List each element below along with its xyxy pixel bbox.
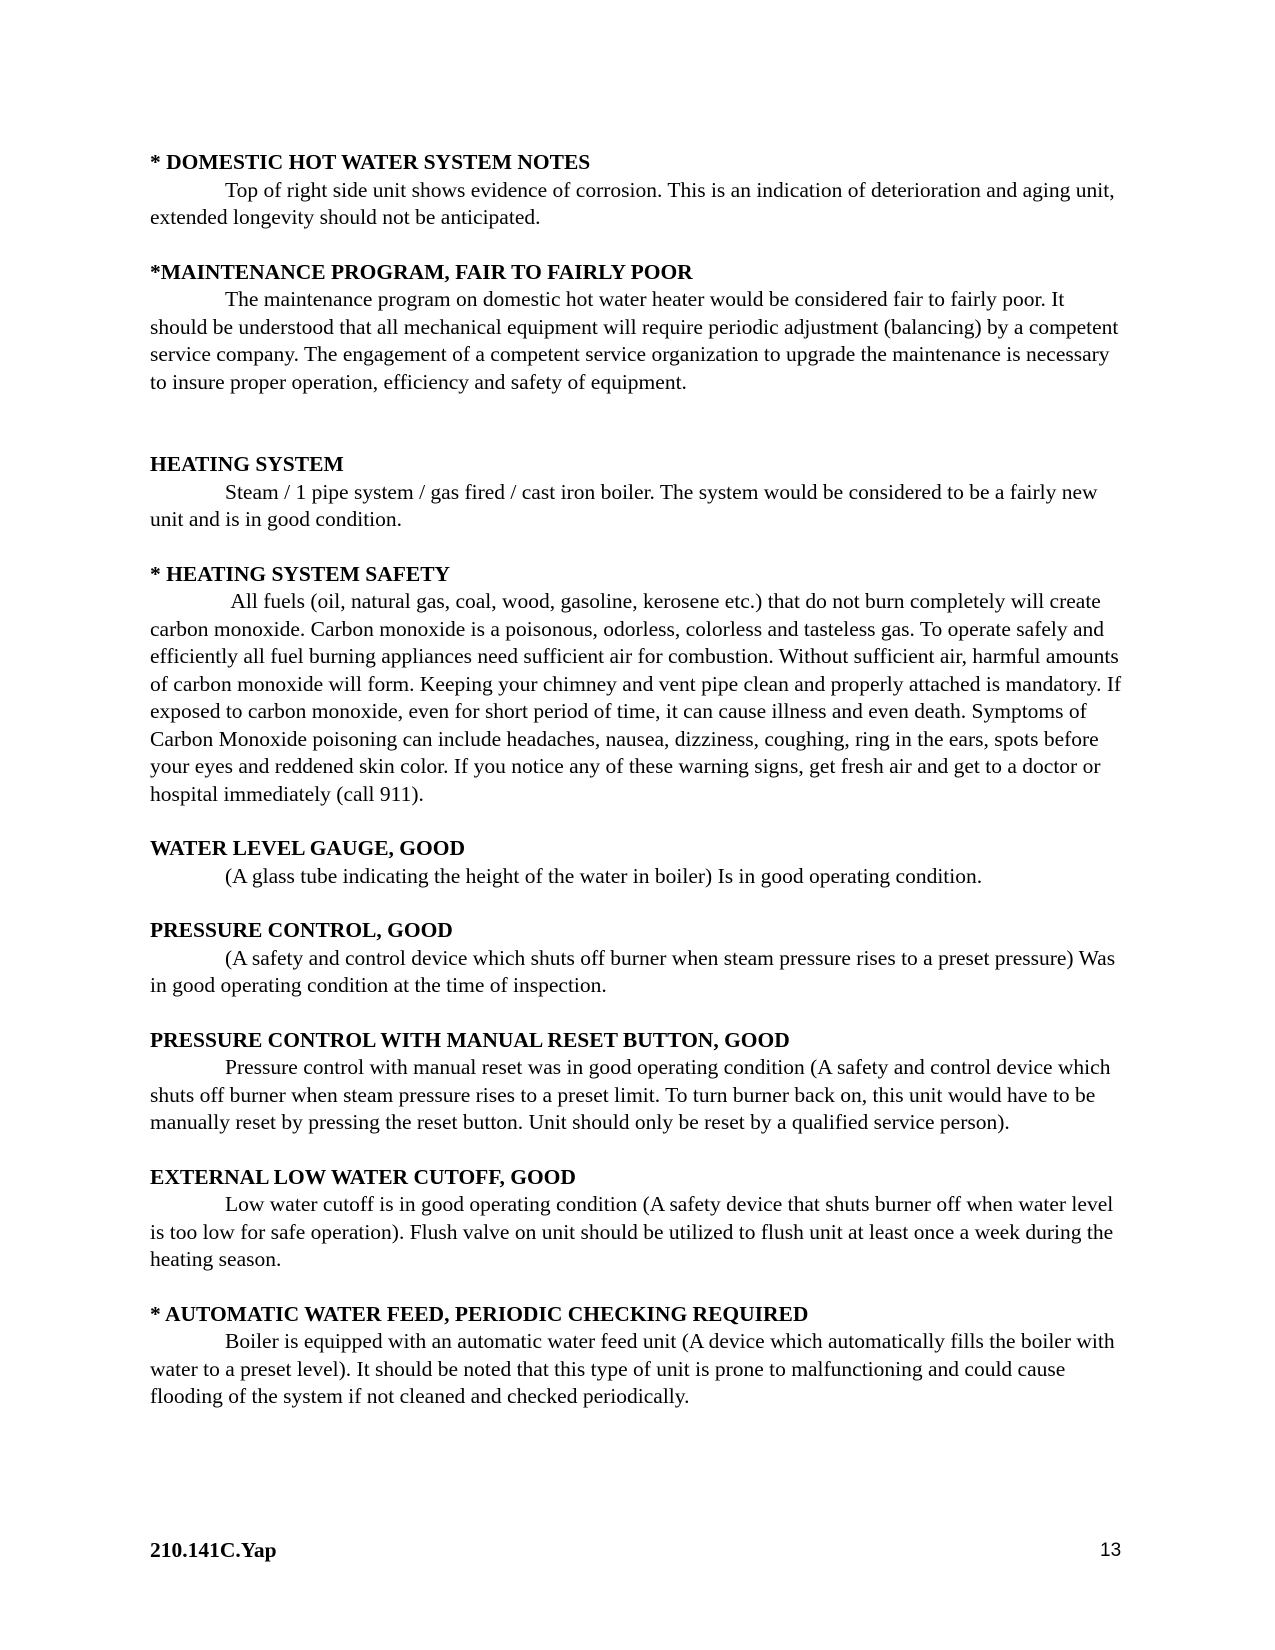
section-body: Boiler is equipped with an automatic water feed unit (A device which automatically fills the boiler with water to a preset level). It should be noted that this type of unit is prone to malfunctioning and could cause flooding of the system if not cleaned and checked periodically. [150,1329,1115,1408]
section-pressure-control-manual-reset [150,1027,1125,1137]
section-heading: PRESSURE CONTROL WITH MANUAL RESET BUTTON, GOOD [150,1027,790,1052]
section-heading: HEATING SYSTEM [150,452,344,476]
section-body: (A glass tube indicating the height of the water in boiler) Is in good operating condition. [225,863,983,888]
section-external-low-water-cutoff [150,1164,1125,1274]
section-water-level-gauge [150,835,1125,890]
section-heading: * HEATING SYSTEM SAFETY [150,561,451,586]
report-content [150,149,1125,1438]
section-heating-system-safety [150,561,1125,809]
section-domestic-hot-water-notes [150,149,1125,232]
section-heading: WATER LEVEL GAUGE, GOOD [150,836,465,860]
section-heading: * AUTOMATIC WATER FEED, PERIODIC CHECKING REQUIRED [150,1301,809,1326]
section-heading: * DOMESTIC HOT WATER SYSTEM NOTES [150,150,591,174]
section-body: Low water cutoff is in good operating condition (A safety device that shuts burner off when water level is too low for safe operation). Flush valve on unit should be utilized to flush unit at least once a week during the heating season. [150,1192,1114,1271]
section-heating-system [150,451,1125,534]
section-body: Steam / 1 pipe system / gas fired / cast iron boiler. The system would be considered to be a fairly new unit and is in good condition. [150,479,1098,531]
section-body: The maintenance program on domestic hot water heater would be considered fair to fairly poor. It should be understood that all mechanical equipment will require periodic adjustment (balancing) by a competent service company. The engagement of a competent service organization to upgrade the maintenance is necessary to insure proper operation, efficiency and safety of equipment. [150,287,1119,394]
section-body: Top of right side unit shows evidence of corrosion. This is an indication of deterioration and aging unit, extended longevity should not be anticipated. [150,177,1115,229]
section-body: Pressure control with manual reset was in good operating condition (A safety and control device which shuts off burner when steam pressure rises to a preset limit. To turn burner back on, this unit would have to be manually reset by pressing the reset button. Unit should only be reset by a qualified service person). [150,1055,1111,1134]
section-heading: *MAINTENANCE PROGRAM, FAIR TO FAIRLY POOR [150,259,693,284]
section-maintenance-program [150,259,1125,397]
section-body: All fuels (oil, natural gas, coal, wood, gasoline, kerosene etc.) that do not burn completely will create carbon monoxide. Carbon monoxide is a poisonous, odorless, colorless and tasteless gas. To operate safely and efficiently all fuel burning appliances need sufficient air for combustion. Without sufficient air, harmful amounts of carbon monoxide will form. Keeping your chimney and vent pipe clean and properly attached is mandatory. If exposed to carbon monoxide, even for short period of time, it can cause illness and even death. Symptoms of Carbon Monoxide poisoning can include headaches, nausea, dizziness, coughing, ring in the ears, spots before your eyes and reddened skin color. If you notice any of these warning signs, get fresh air and get to a doctor or hospital immediately (call 911). [150,589,1127,806]
footer-page-number: 13 [1100,1540,1122,1561]
footer-document-id: 210.141C.Yap [150,1538,277,1562]
section-automatic-water-feed [150,1301,1125,1411]
section-heading: EXTERNAL LOW WATER CUTOFF, GOOD [150,1164,576,1189]
section-body: (A safety and control device which shuts off burner when steam pressure rises to a preset pressure) Was in good operating condition at the time of inspection. [150,945,1116,997]
section-pressure-control [150,917,1125,1000]
section-heading: PRESSURE CONTROL, GOOD [150,918,453,942]
